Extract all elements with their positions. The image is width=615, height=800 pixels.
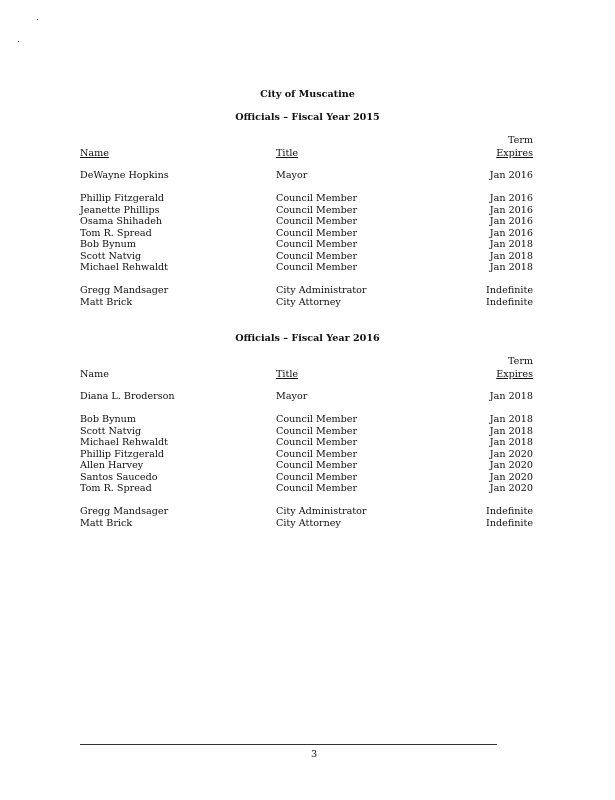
official-name: Scott Natvig: [80, 425, 142, 437]
official-name: DeWayne Hopkins: [80, 170, 169, 181]
official-name: Phillip Fitzgerald: [80, 193, 165, 204]
column-header-title: Title: [276, 148, 299, 159]
official-title: Council Member: [276, 193, 358, 204]
official-title: Council Member: [276, 216, 358, 227]
term-expires: Jan 2018: [489, 250, 533, 262]
term-expires: Jan 2018: [489, 262, 533, 273]
term-expires: Jan 2020: [489, 483, 533, 494]
term-expires: Jan 2020: [489, 448, 533, 460]
official-name: Gregg Mandsager: [80, 506, 169, 517]
section-heading: Officials – Fiscal Year 2016: [235, 333, 380, 344]
official-name: Jeanette Phillips: [80, 204, 160, 216]
official-name: Gregg Mandsager: [80, 285, 169, 296]
term-expires: Jan 2018: [489, 391, 533, 402]
term-expires: Jan 2016: [489, 216, 533, 227]
term-expires: Jan 2016: [489, 170, 533, 181]
official-title: City Attorney: [276, 517, 341, 529]
official-name: Tom R. Spread: [80, 227, 152, 239]
official-title: Mayor: [276, 391, 308, 402]
official-name: Diana L. Broderson: [80, 391, 175, 402]
scan-speck: [37, 19, 38, 20]
official-title: Council Member: [276, 425, 358, 437]
column-header-expires: Expires: [496, 148, 533, 159]
official-name: Allen Harvey: [80, 460, 144, 471]
term-expires: Jan 2020: [489, 460, 533, 471]
official-title: Council Member: [276, 204, 358, 216]
official-name: Bob Bynum: [80, 239, 136, 250]
official-title: Council Member: [276, 460, 358, 471]
official-name: Matt Brick: [80, 517, 133, 529]
scan-speck: [18, 41, 19, 42]
term-expires: Indefinite: [486, 517, 533, 529]
column-header-term: Term: [507, 356, 533, 367]
official-name: Osama Shihadeh: [80, 216, 163, 227]
official-title: Council Member: [276, 414, 358, 425]
official-name: Michael Rehwaldt: [80, 437, 169, 448]
column-header-expires: Expires: [496, 369, 533, 380]
term-expires: Jan 2018: [489, 414, 533, 425]
official-title: City Attorney: [276, 296, 341, 308]
term-expires: Indefinite: [486, 285, 533, 296]
term-expires: Jan 2016: [489, 227, 533, 239]
official-title: City Administrator: [276, 285, 367, 296]
term-expires: Jan 2016: [489, 193, 533, 204]
official-name: Phillip Fitzgerald: [80, 448, 165, 460]
official-name: Tom R. Spread: [80, 483, 152, 494]
official-title: Mayor: [276, 170, 308, 181]
official-title: Council Member: [276, 437, 358, 448]
column-header-title: Title: [276, 369, 299, 380]
page-number: 3: [311, 749, 318, 760]
official-title: Council Member: [276, 483, 358, 494]
term-expires: Jan 2018: [489, 437, 533, 448]
column-header-name: Name: [80, 148, 109, 159]
official-name: Matt Brick: [80, 296, 133, 308]
column-header-name: Name: [80, 369, 109, 380]
term-expires: Indefinite: [486, 296, 533, 308]
official-title: Council Member: [276, 227, 358, 239]
document-title: City of Muscatine: [260, 89, 355, 100]
official-title: City Administrator: [276, 506, 367, 517]
term-expires: Jan 2018: [489, 425, 533, 437]
official-title: Council Member: [276, 448, 358, 460]
term-expires: Jan 2018: [489, 239, 533, 250]
official-name: Bob Bynum: [80, 414, 136, 425]
term-expires: Jan 2016: [489, 204, 533, 216]
term-expires: Jan 2020: [489, 471, 533, 483]
official-title: Council Member: [276, 262, 358, 273]
official-name: Michael Rehwaldt: [80, 262, 169, 273]
official-title: Council Member: [276, 239, 358, 250]
official-title: Council Member: [276, 471, 358, 483]
official-title: Council Member: [276, 250, 358, 262]
column-header-term: Term: [507, 135, 533, 146]
official-name: Santos Saucedo: [80, 471, 158, 483]
official-name: Scott Natvig: [80, 250, 142, 262]
term-expires: Indefinite: [486, 506, 533, 517]
section-heading: Officials – Fiscal Year 2015: [235, 112, 380, 123]
footer-divider: [80, 744, 497, 745]
